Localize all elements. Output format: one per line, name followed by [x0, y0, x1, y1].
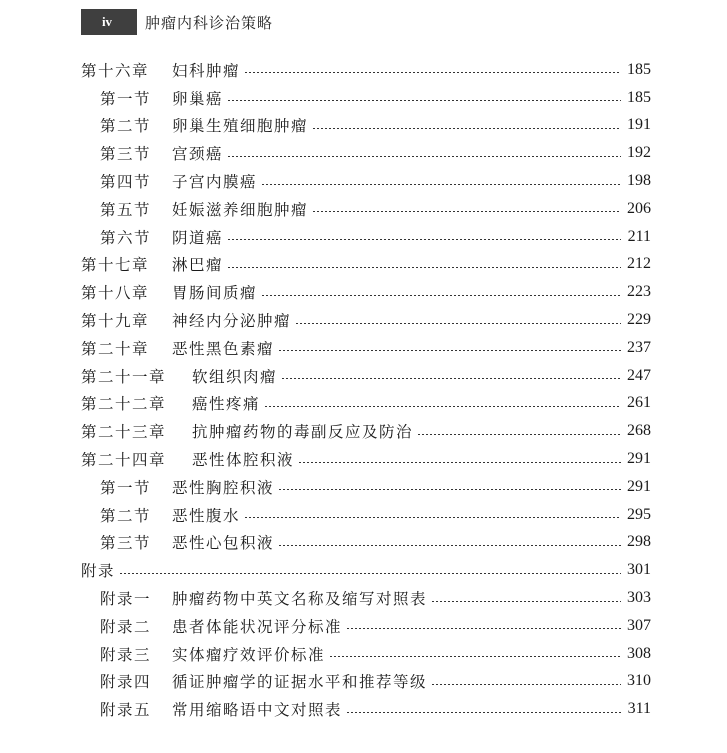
toc-entry-label: 第十六章	[81, 61, 150, 80]
toc-entry-page-number: 307	[627, 616, 651, 634]
toc-entry-page-number: 295	[627, 505, 651, 523]
toc-entry-label: 第二十二章	[81, 395, 167, 414]
toc-entry-label: 第四节	[100, 173, 152, 192]
toc-entry-title: 妇科肿瘤	[172, 61, 241, 80]
toc-entry-title: 常用缩略语中文对照表	[172, 701, 343, 720]
toc-entry-title: 恶性心包积液	[172, 534, 275, 553]
dot-leader	[227, 267, 621, 268]
toc-entry-page-number: 268	[627, 422, 651, 440]
toc-entry-page-number: 212	[627, 255, 651, 273]
toc-entry-title: 附录	[81, 562, 116, 581]
toc-entry-title: 肿瘤药物中英文名称及缩写对照表	[172, 590, 428, 609]
toc-entry-page-number: 229	[627, 311, 651, 329]
toc-section-entry[interactable]	[81, 695, 651, 723]
toc-section-entry[interactable]	[81, 167, 651, 195]
toc-entry-label: 附录二	[100, 617, 152, 636]
toc-entry-page-number: 211	[627, 227, 651, 245]
page-header	[81, 9, 273, 35]
toc-entry-title: 实体瘤疗效评价标准	[172, 645, 326, 664]
toc-entry-page-number: 206	[627, 199, 651, 217]
toc-entry-title: 恶性体腔积液	[192, 451, 295, 470]
toc-entry-page-number: 185	[627, 60, 651, 78]
dot-leader	[264, 406, 621, 407]
toc-entry-page-number: 291	[627, 477, 651, 495]
dot-leader	[312, 211, 621, 212]
toc-chapter-entry[interactable]	[81, 334, 651, 362]
dot-leader	[346, 712, 621, 713]
dot-leader	[281, 378, 621, 379]
toc-entry-title: 恶性黑色素瘤	[172, 339, 275, 358]
toc-section-entry[interactable]	[81, 223, 651, 251]
toc-entry-page-number: 301	[627, 561, 651, 579]
toc-chapter-entry[interactable]	[81, 278, 651, 306]
book-title: 肿瘤内科诊治策略	[145, 13, 274, 32]
toc-entry-page-number: 198	[627, 172, 651, 190]
toc-entry-label: 第十八章	[81, 284, 150, 303]
toc-entry-page-number: 291	[627, 450, 651, 468]
toc-entry-title: 宫颈癌	[172, 145, 224, 164]
toc-entry-title: 卵巢生殖细胞肿瘤	[172, 117, 309, 136]
toc-entry-label: 附录一	[100, 590, 152, 609]
toc-entry-label: 第二十三章	[81, 423, 167, 442]
toc-section-entry[interactable]	[81, 501, 651, 529]
dot-leader	[227, 239, 621, 240]
toc-entry-page-number: 191	[627, 116, 651, 134]
dot-leader	[298, 462, 621, 463]
table-of-contents	[81, 56, 651, 723]
dot-leader	[431, 684, 621, 685]
toc-entry-title: 恶性腹水	[172, 506, 241, 525]
toc-entry-page-number: 247	[627, 366, 651, 384]
toc-chapter-entry[interactable]	[81, 417, 651, 445]
dot-leader	[244, 517, 621, 518]
toc-entry-label: 第二十一章	[81, 367, 167, 386]
dot-leader	[431, 601, 621, 602]
dot-leader	[119, 573, 621, 574]
toc-section-entry[interactable]	[81, 112, 651, 140]
toc-entry-label: 第十七章	[81, 256, 150, 275]
toc-section-entry[interactable]	[81, 139, 651, 167]
dot-leader	[244, 72, 621, 73]
dot-leader	[278, 489, 621, 490]
toc-entry-page-number: 311	[627, 700, 651, 718]
toc-entry-title: 淋巴瘤	[172, 256, 224, 275]
toc-entry-label: 第十九章	[81, 312, 150, 331]
toc-entry-title: 恶性胸腔积液	[172, 478, 275, 497]
toc-entry-label: 附录三	[100, 645, 152, 664]
toc-entry-title: 软组织肉瘤	[192, 367, 278, 386]
toc-entry-title: 胃肠间质瘤	[172, 284, 258, 303]
toc-entry-page-number: 223	[627, 283, 651, 301]
dot-leader	[261, 184, 621, 185]
dot-leader	[295, 323, 621, 324]
toc-entry-label: 附录四	[100, 673, 152, 692]
toc-entry-title: 患者体能状况评分标准	[172, 617, 343, 636]
toc-entry-page-number: 237	[627, 338, 651, 356]
toc-chapter-entry[interactable]	[81, 556, 651, 584]
toc-entry-title: 神经内分泌肿瘤	[172, 312, 292, 331]
toc-section-entry[interactable]	[81, 668, 651, 696]
toc-chapter-entry[interactable]	[81, 362, 651, 390]
toc-entry-title: 卵巢癌	[172, 89, 224, 108]
toc-chapter-entry[interactable]	[81, 251, 651, 279]
toc-entry-label: 第六节	[100, 228, 152, 247]
toc-entry-page-number: 192	[627, 144, 651, 162]
toc-entry-label: 第三节	[100, 145, 152, 164]
dot-leader	[261, 295, 621, 296]
dot-leader	[227, 156, 621, 157]
dot-leader	[227, 100, 621, 101]
toc-entry-label: 附录五	[100, 701, 152, 720]
toc-chapter-entry[interactable]	[81, 56, 651, 84]
toc-entry-title: 癌性疼痛	[192, 395, 261, 414]
toc-entry-page-number: 308	[627, 644, 651, 662]
toc-entry-page-number: 185	[627, 88, 651, 106]
dot-leader	[312, 128, 621, 129]
dot-leader	[417, 434, 621, 435]
toc-section-entry[interactable]	[81, 84, 651, 112]
toc-section-entry[interactable]	[81, 195, 651, 223]
toc-chapter-entry[interactable]	[81, 390, 651, 418]
dot-leader	[278, 350, 621, 351]
toc-entry-page-number: 298	[627, 533, 651, 551]
toc-entry-page-number: 261	[627, 394, 651, 412]
toc-entry-title: 妊娠滋养细胞肿瘤	[172, 200, 309, 219]
toc-entry-label: 第二十四章	[81, 451, 167, 470]
toc-entry-label: 第一节	[100, 478, 152, 497]
toc-entry-page-number: 303	[627, 589, 651, 607]
toc-section-entry[interactable]	[81, 612, 651, 640]
toc-entry-label: 第二节	[100, 117, 152, 136]
toc-chapter-entry[interactable]	[81, 445, 651, 473]
toc-entry-title: 子宫内膜癌	[172, 173, 258, 192]
toc-entry-label: 第三节	[100, 534, 152, 553]
toc-entry-title: 抗肿瘤药物的毒副反应及防治	[192, 423, 414, 442]
toc-entry-page-number: 310	[627, 672, 651, 690]
toc-section-entry[interactable]	[81, 529, 651, 557]
toc-entry-title: 阴道癌	[172, 228, 224, 247]
toc-entry-label: 第五节	[100, 200, 152, 219]
toc-entry-title: 循证肿瘤学的证据水平和推荐等级	[172, 673, 428, 692]
toc-section-entry[interactable]	[81, 640, 651, 668]
page-number-badge: iv	[81, 9, 137, 35]
toc-entry-label: 第一节	[100, 89, 152, 108]
dot-leader	[329, 656, 621, 657]
dot-leader	[346, 628, 621, 629]
toc-entry-label: 第二十章	[81, 339, 150, 358]
toc-entry-label: 第二节	[100, 506, 152, 525]
toc-chapter-entry[interactable]	[81, 306, 651, 334]
toc-section-entry[interactable]	[81, 473, 651, 501]
toc-section-entry[interactable]	[81, 584, 651, 612]
dot-leader	[278, 545, 621, 546]
